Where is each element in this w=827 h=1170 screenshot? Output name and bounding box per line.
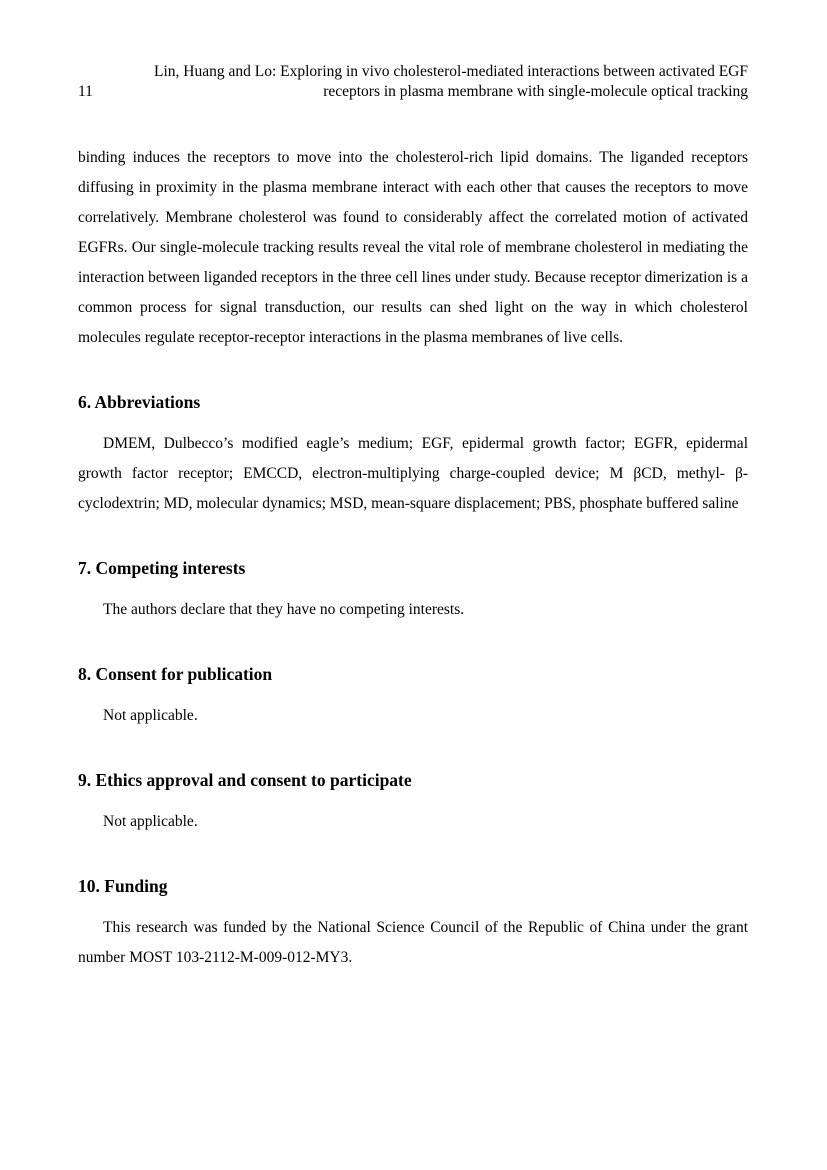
section-heading-abbreviations: 6. Abbreviations [78, 392, 201, 412]
section-heading-consent-for-publication: 8. Consent for publication [78, 664, 273, 684]
section-heading-funding: 10. Funding [78, 876, 168, 896]
section-paragraph-ethics-approval: Not applicable. [103, 813, 198, 830]
section-heading-ethics-approval: 9. Ethics approval and consent to participate [78, 770, 412, 790]
paper-body [78, 143, 748, 973]
section-heading-competing-interests: 7. Competing interests [78, 558, 246, 578]
running-header [78, 0, 748, 102]
running-title-line-2: receptors in plasma membrane with single-molecule optical tracking [323, 83, 748, 100]
running-title [109, 62, 748, 102]
section-ethics-approval [78, 769, 748, 837]
section-consent-for-publication [78, 663, 748, 731]
section-paragraph-consent-for-publication: Not applicable. [103, 707, 198, 724]
running-title-line-1: Lin, Huang and Lo: Exploring in vivo cholesterol-mediated interactions between activated EGF [154, 63, 748, 80]
section-paragraph-funding: This research was funded by the National Science Council of the Republic of China under the grant number MOST 103-2112-M-009-012-MY3. [78, 919, 748, 966]
page-number: 11 [78, 83, 93, 100]
page-content [78, 0, 748, 973]
continuation-paragraph: binding induces the receptors to move into the cholesterol-rich lipid domains. The liganded receptors diffusing in proximity in the plasma membrane interact with each other that causes the receptors to move correlatively. Membrane cholesterol was found to considerably affect the correlated motion of activated EGFRs. Our single-molecule tracking results reveal the vital role of membrane cholesterol in mediating the interaction between liganded receptors in the three cell lines under study. Because receptor dimerization is a common process for signal transduction, our results can shed light on the way in which cholesterol molecules regulate receptor-receptor interactions in the plasma membranes of live cells. [78, 149, 748, 346]
section-competing-interests [78, 557, 748, 625]
section-abbreviations [78, 391, 748, 519]
section-paragraph-competing-interests: The authors declare that they have no competing interests. [103, 601, 465, 618]
section-paragraph-abbreviations: DMEM, Dulbecco’s modified eagle’s medium; EGF, epidermal growth factor; EGFR, epidermal growth factor receptor; EMCCD, electron-multiplying charge-coupled device; M βCD, methyl- β-cyclodextrin; MD, molecular dynamics; MSD, mean-square displacement; PBS, phosphate buffered saline [78, 435, 748, 512]
section-funding [78, 875, 748, 973]
